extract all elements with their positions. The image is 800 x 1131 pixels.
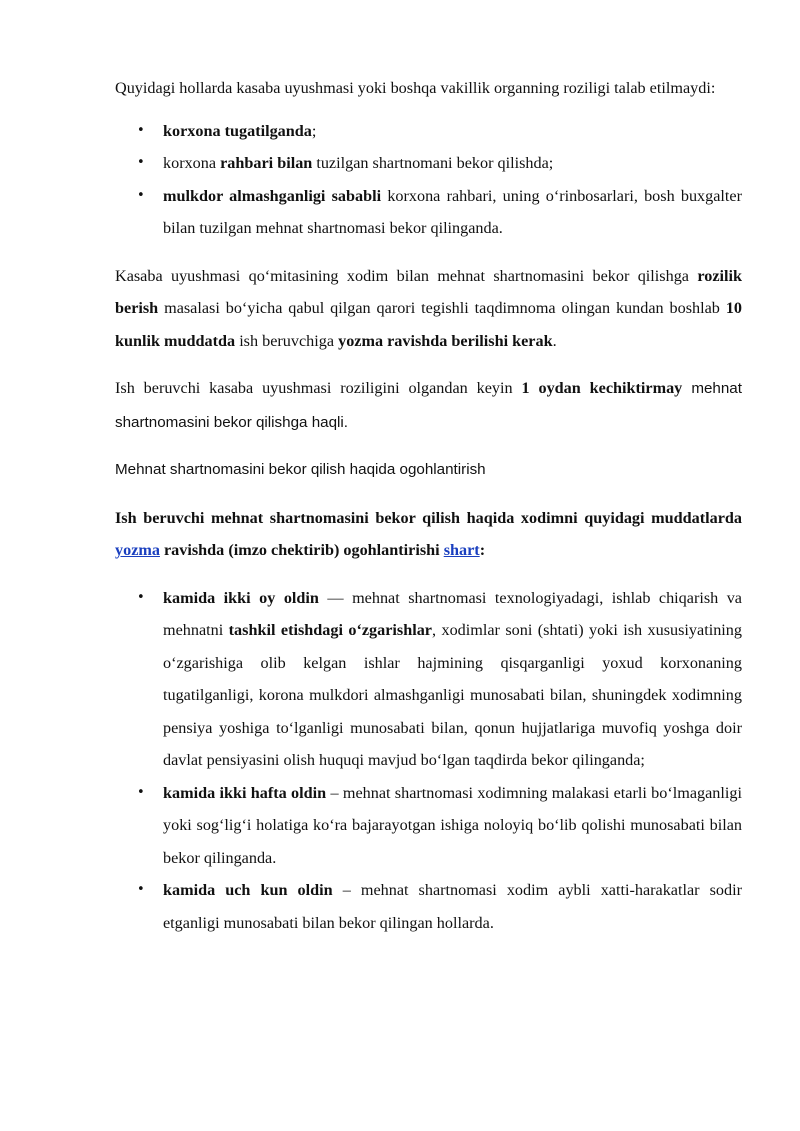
- bold-phrase: rahbari bilan: [220, 154, 313, 172]
- bullet-icon: •: [137, 187, 145, 203]
- list-item: [115, 874, 742, 939]
- paragraph-text: masalasi bo‘yicha qabul qilgan qarori tegishli taqdimnoma olingan kundan boshlab: [158, 299, 726, 317]
- exemption-list: [115, 115, 742, 245]
- item-text: korxona: [163, 154, 221, 172]
- paragraph-text: .: [552, 331, 557, 350]
- bold-phrase: mulkdor almashganligi sababli: [163, 186, 382, 205]
- document-page: [115, 72, 742, 939]
- bold-phrase: korxona tugatilganda: [163, 121, 312, 140]
- paragraph-text: Kasaba uyushmasi qo‘mitasining xodim bilan mehnat shartnomasini bekor qilishga: [115, 266, 698, 285]
- intro-paragraph: Quyidagi hollarda kasaba uyushmasi yoki boshqa vakillik organning roziligi talab etilmaydi:: [115, 79, 716, 97]
- bold-phrase: tashkil etishdagi o‘zgarishlar: [228, 621, 432, 639]
- paragraph-text: ravishda (imzo chektirib) ogohlantirishi: [159, 541, 444, 559]
- item-text: — mehnat shartnomasi texnologiyadagi, ishlab chiqarish va mehnatni: [163, 588, 742, 639]
- list-item: [115, 180, 742, 245]
- union-decision-paragraph: [115, 260, 742, 358]
- item-text: korxona rahbari, uning o‘rinbosarlari, bosh buxgalter bilan tuzilgan mehnat shartnomasi bekor qilinganda.: [163, 186, 742, 237]
- list-item: [115, 115, 742, 148]
- bullet-icon: •: [137, 784, 145, 800]
- bullet-icon: •: [137, 882, 145, 897]
- list-item: [115, 147, 742, 180]
- item-text: , xodimlar soni (shtati) yoki ish xususiyatining o‘zgarishiga olib kelgan ishlar hajmining qisqarganligi yoxud korxonaning tugatilganligi, korona mulkdori almashganligi munosabati bilan, shuningdek xodimning pensiya yoshiga to‘lganligi munosabati bilan, qonun hujjatlariga muvofiq yoshga doir davlat pensiyasini olish huquqi mavjud bo‘lgan taqdirda bekor qilinganda;: [163, 621, 742, 769]
- paragraph-text: :: [479, 541, 486, 559]
- item-text: ;: [311, 121, 317, 140]
- paragraph-text: Ish beruvchi kasaba uyushmasi roziligini olgandan keyin: [115, 379, 522, 397]
- bold-phrase: 10 kunlik muddatda: [115, 299, 742, 350]
- bold-phrase: kamida ikki hafta oldin: [163, 783, 327, 802]
- bold-phrase: kamida uch kun oldin: [163, 881, 333, 899]
- bullet-icon: •: [137, 122, 145, 138]
- bullet-icon: •: [137, 155, 145, 170]
- employer-rights-paragraph: [115, 372, 742, 439]
- bold-phrase: kamida ikki oy oldin: [163, 588, 319, 607]
- item-text: – mehnat shartnomasi xodim aybli xatti-harakatlar sodir etganligi munosabati bilan bekor qilingan hollarda.: [163, 881, 742, 932]
- bold-phrase: rozilik berish: [115, 266, 742, 317]
- section-heading: Mehnat shartnomasini bekor qilish haqida ogohlantirish: [115, 461, 486, 478]
- shart-link[interactable]: shart: [443, 541, 480, 559]
- bold-phrase: 1 oydan kechiktirmay: [521, 379, 683, 397]
- paragraph-text: mehnat shartnomasini bekor qilishga haqli.: [115, 380, 742, 431]
- item-text: – mehnat shartnomasi xodimning malakasi etarli bo‘lmaganligi yoki sog‘lig‘i holatiga ko‘ra bajarayotgan ishiga noloyiq bo‘lib qolishi munosabati bilan bekor qilinganda.: [163, 783, 742, 867]
- paragraph-text: ish beruvchiga: [235, 331, 339, 350]
- item-text: tuzilgan shartnomani bekor qilishda;: [312, 154, 554, 172]
- bullet-icon: •: [137, 589, 145, 605]
- notice-period-list: [115, 582, 742, 940]
- yozma-link[interactable]: yozma: [115, 541, 160, 559]
- bold-phrase: yozma ravishda berilishi kerak: [338, 331, 553, 350]
- paragraph-text: Ish beruvchi mehnat shartnomasini bekor qilish haqida xodimni quyidagi muddatlarda: [115, 508, 742, 527]
- list-item: [115, 582, 742, 777]
- notice-paragraph: [115, 502, 742, 567]
- list-item: [115, 777, 742, 875]
